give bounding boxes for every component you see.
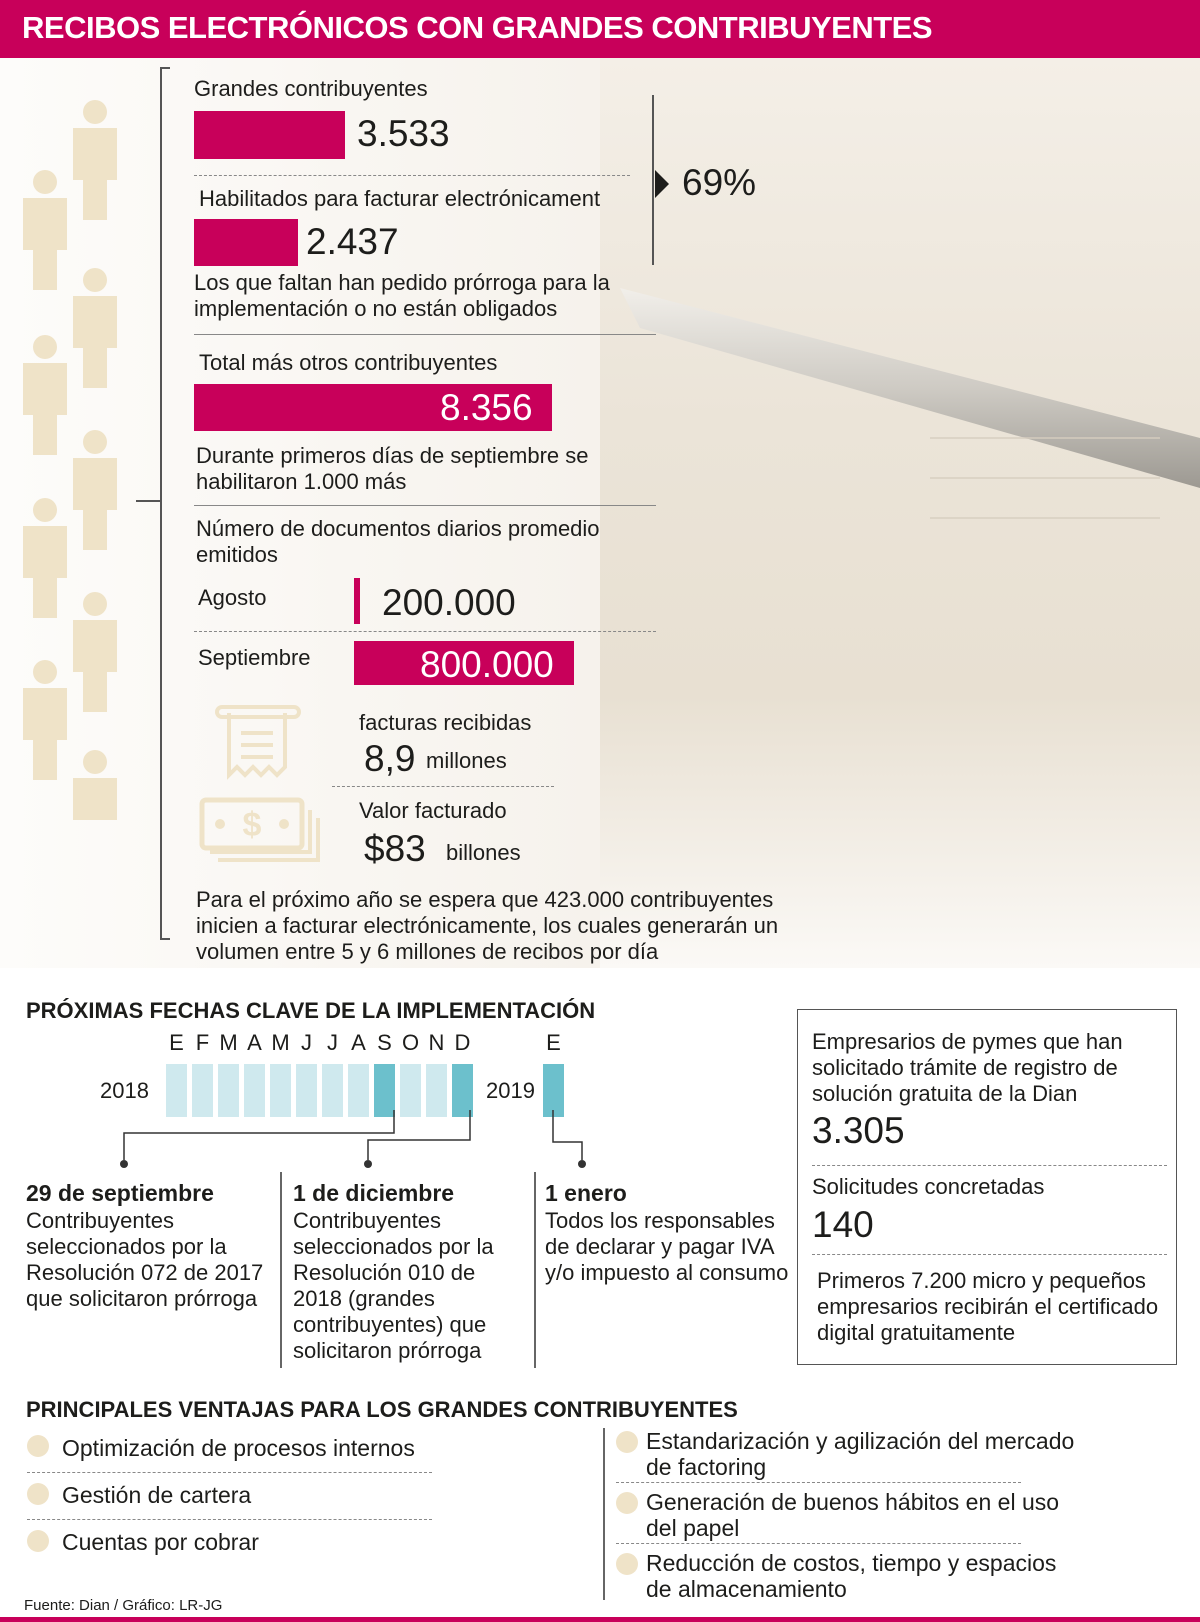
divider [332, 786, 554, 787]
person-icon [18, 100, 128, 820]
month-letter: E [169, 1030, 184, 1055]
pymes-value: 3.305 [812, 1110, 905, 1151]
bullet-dot [616, 1492, 638, 1514]
bracket-bottom [160, 938, 170, 940]
valor-unit: billones [446, 840, 521, 865]
ventaja-item: Generación de buenos hábitos en el uso del papel [646, 1489, 1060, 1541]
valor-value: $83 [364, 828, 426, 869]
grandes-value: 3.533 [357, 113, 450, 154]
bullet-dot [27, 1483, 49, 1505]
solicitudes-label: Solicitudes concretadas [812, 1174, 1045, 1199]
divider [194, 334, 656, 335]
event-title: 1 enero [545, 1180, 627, 1206]
ventaja-item: Gestión de cartera [62, 1482, 252, 1508]
header-bar [0, 0, 1200, 58]
event-text: Contribuyentes seleccionados por la Resolución 072 de 2017 que solicitaron prórroga [26, 1208, 264, 1311]
month-letter: S [377, 1030, 392, 1055]
person-icon [23, 170, 67, 290]
event-title: 29 de septiembre [26, 1180, 214, 1206]
divider [812, 1254, 1167, 1255]
bar-grandes [194, 111, 345, 159]
facturas-unit: millones [426, 748, 507, 773]
total-value: 8.356 [440, 387, 533, 428]
timeline-title: PRÓXIMAS FECHAS CLAVE DE LA IMPLEMENTACIÓN [26, 998, 596, 1023]
pymes-note: Primeros 7.200 micro y pequeños empresarios recibirán el certificado digital gratuitamente [817, 1268, 1159, 1345]
divider [27, 1472, 432, 1473]
svg-text:$: $ [242, 806, 262, 844]
person-icon [73, 750, 117, 820]
bullet-dot [616, 1431, 638, 1453]
ventaja-item: Reducción de costos, tiempo y espacios de almacenamiento [646, 1550, 1057, 1602]
septiembre-label: Septiembre [198, 645, 311, 670]
habilitados-label: Habilitados para facturar electrónicament [199, 186, 601, 211]
bracket-tick [136, 500, 160, 502]
person-icon [73, 100, 117, 220]
septiembre-text: Durante primeros días de septiembre se habilitaron 1.000 más [196, 443, 589, 494]
month-letter: N [428, 1030, 445, 1055]
bullet-dot [27, 1435, 49, 1457]
divider [616, 1543, 1021, 1544]
page-title: RECIBOS ELECTRÓNICOS CON GRANDES CONTRIBUYENTES [22, 10, 933, 45]
person-icon [23, 498, 67, 618]
month-letter: J [327, 1030, 338, 1055]
facturas-value: 8,9 [364, 738, 416, 779]
month-next-letter: E [546, 1030, 561, 1055]
total-label: Total más otros contribuyentes [199, 350, 498, 375]
faltan-text: Los que faltan han pedido prórroga para la implementación o no están obligados [194, 270, 610, 321]
person-icon [23, 335, 67, 455]
event-title: 1 de diciembre [293, 1180, 455, 1206]
bar-agosto [354, 578, 360, 624]
divider [194, 505, 656, 506]
facturas-label: facturas recibidas [359, 710, 532, 735]
month-letter: M [219, 1030, 238, 1055]
bullet-dot [27, 1530, 49, 1552]
timeline-connectors [0, 1110, 800, 1190]
triangle-arrow-icon [655, 170, 669, 203]
event-text: Todos los responsables de declarar y pagar IVA y/o impuesto al consumo [545, 1208, 789, 1285]
footer-bar [0, 1617, 1200, 1622]
grandes-label: Grandes contribuyentes [194, 76, 428, 101]
bracket-line [160, 67, 162, 939]
event-separator [280, 1172, 282, 1368]
month-letter: J [301, 1030, 312, 1055]
month-letter: O [401, 1030, 420, 1055]
receipt-icon [215, 703, 301, 788]
month-letter: D [454, 1030, 471, 1055]
solicitudes-value: 140 [812, 1204, 874, 1245]
month-letter: F [195, 1030, 210, 1055]
year-2018: 2018 [100, 1078, 149, 1103]
divider [812, 1165, 1167, 1166]
proximo-text: Para el próximo año se espera que 423.000 contribuyentes inicien a facturar electrónicamente, los cuales generarán un volumen entre 5 y 6 millones de recibos por día [196, 887, 779, 964]
people-column [18, 100, 128, 820]
divider [194, 175, 630, 176]
footer-source: Fuente: Dian / Gráfico: LR-JG [24, 1597, 223, 1614]
ventaja-item: Estandarización y agilización del mercado de factoring [646, 1428, 1075, 1480]
ventajas-title: PRINCIPALES VENTAJAS PARA LOS GRANDES CONTRIBUYENTES [26, 1397, 738, 1422]
septiembre-value: 800.000 [420, 644, 554, 685]
ventaja-item: Optimización de procesos internos [62, 1435, 415, 1461]
month-letter: A [351, 1030, 366, 1055]
agosto-label: Agosto [198, 585, 267, 610]
bracket-top [160, 67, 170, 69]
valor-label: Valor facturado [359, 798, 507, 823]
percent-bracket [652, 95, 654, 265]
bar-habilitados [194, 219, 298, 266]
person-icon [73, 592, 117, 712]
agosto-value: 200.000 [382, 582, 516, 623]
divider [27, 1519, 432, 1520]
divider [194, 631, 656, 632]
bullet-dot [616, 1553, 638, 1575]
ventajas-separator [603, 1428, 605, 1600]
percent-value: 69% [682, 162, 757, 203]
person-icon [73, 268, 117, 388]
pymes-label: Empresarios de pymes que han solicitado trámite de registro de solución gratuita de la Dian [812, 1029, 1123, 1106]
ventaja-item: Cuentas por cobrar [62, 1529, 259, 1555]
habilitados-value: 2.437 [306, 221, 399, 262]
person-icon [73, 430, 117, 550]
divider [616, 1482, 1021, 1483]
year-2019: 2019 [486, 1078, 535, 1103]
documentos-label: Número de documentos diarios promedio emitidos [196, 516, 600, 567]
event-text: Contribuyentes seleccionados por la Resolución 010 de 2018 (grandes contribuyentes) que solicitaron prórroga [293, 1208, 494, 1363]
money-icon [198, 796, 322, 875]
event-separator [534, 1172, 536, 1368]
month-letter: M [271, 1030, 290, 1055]
person-icon [23, 660, 67, 780]
month-letter: A [247, 1030, 262, 1055]
